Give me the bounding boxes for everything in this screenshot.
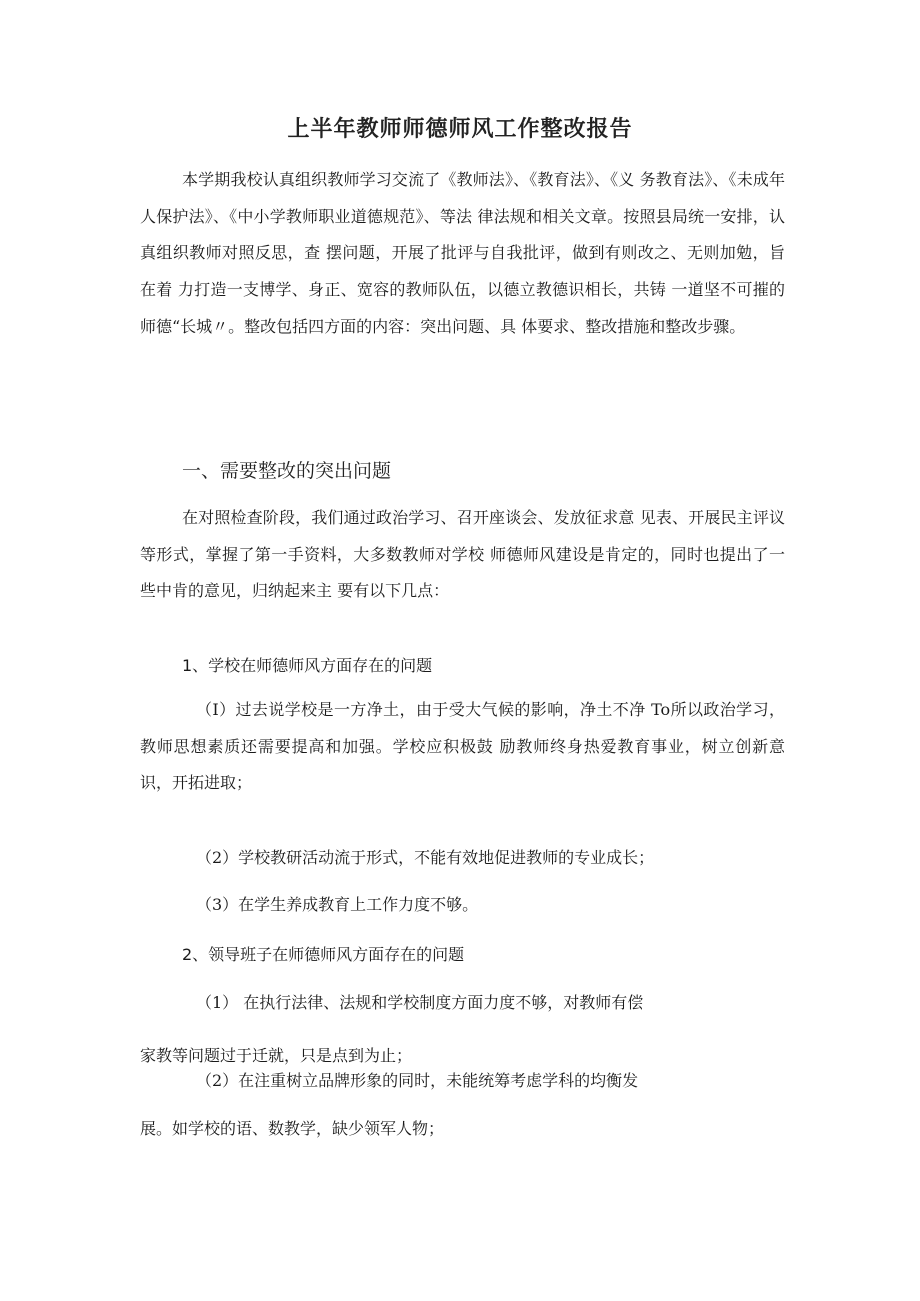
sub2-item2-line1: （2）在注重树立品牌形象的同时，未能统筹考虑学科的均衡发 — [196, 1071, 639, 1090]
section1-intro-paragraph: 在对照检查阶段，我们通过政治学习、召开座谈会、发放征求意 见表、开展民主评议等形式，掌握了第一手资料，大多数教师对学校 师德师风建设是肯定的，同时也提出了一些中肯的意见，归纳起来主 要有以下几点： — [140, 508, 785, 601]
sub1-item3: （3）在学生养成教育上工作力度不够。 — [196, 895, 479, 914]
intro-paragraph: 本学期我校认真组织教师学习交流了《教师法》、《教育法》、《义 务教育法》、《未成年人保护法》、《中小学教师职业道德规范》、等法 律法规和相关文章。按照县局统一安排，认真组织教师对照反思，查 摆问题，开展了批评与自我批评，做到有则改之、无则加勉，旨在着 力打造一支博学、身正、宽容的教师队伍，以德立教德识相长，共铸 一道坚不可摧的师德“长城〃。整改包括四方面的内容：突出问题、具 体要求、整改措施和整改步骤。 — [140, 170, 785, 336]
sub2-heading: 2、领导班子在师德师风方面存在的问题 — [182, 945, 465, 964]
sub2-item1-line1: （1） 在执行法律、法规和学校制度方面力度不够，对教师有偿 — [196, 993, 644, 1012]
sub2-item1-line2: 家教等问题过于迁就，只是点到为止； — [140, 1046, 413, 1065]
sub1-item1-paragraph: （I）过去说学校是一方净土，由于受大气候的影响，净土不净 To所以政治学习，教师思想素质还需要提高和加强。学校应积极鼓 励教师终身热爱教育事业，树立创新意识，开拓进取； — [140, 700, 785, 793]
section1-heading: 一、需要整改的突出问题 — [182, 460, 392, 482]
document-title: 上半年教师师德师风工作整改报告 — [287, 117, 633, 142]
sub2-item2-line2: 展。如学校的语、数教学，缺少领军人物； — [140, 1119, 445, 1138]
sub1-item2: （2）学校教研活动流于形式，不能有效地促进教师的专业成长； — [196, 848, 655, 867]
sub1-heading: 1、学校在师德师风方面存在的问题 — [182, 656, 433, 675]
